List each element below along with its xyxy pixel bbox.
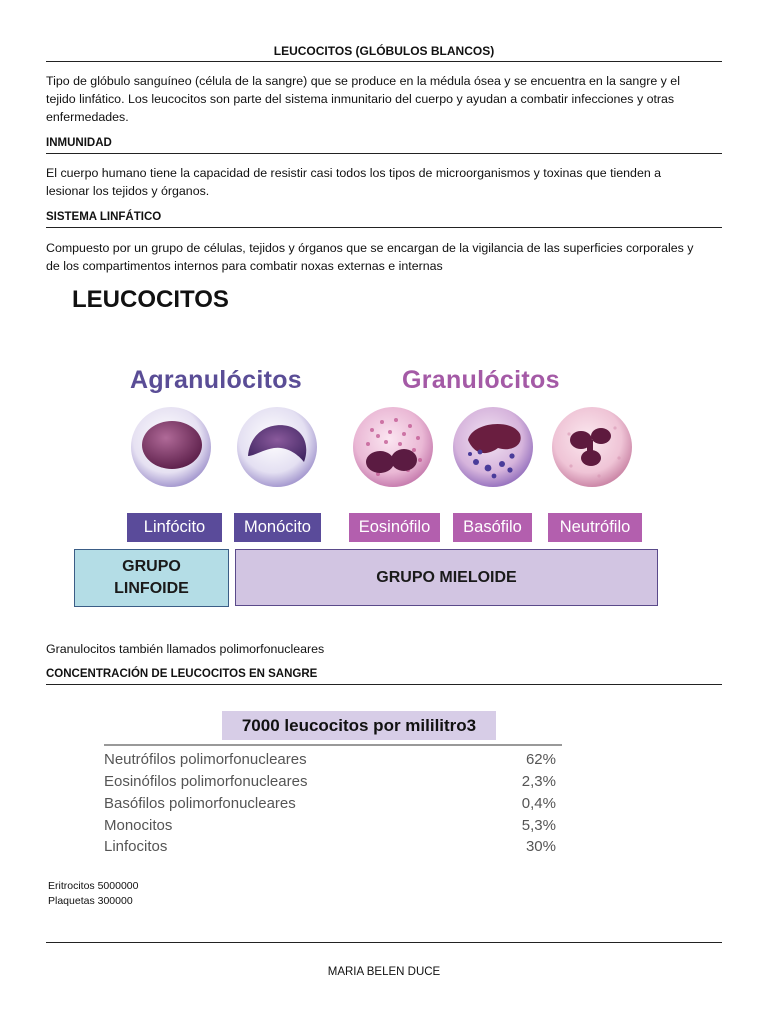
label-basofilo: Basófilo <box>453 513 532 542</box>
label-monocito: Monócito <box>234 513 321 542</box>
inmunidad-line: El cuerpo humano tiene la capacidad de resistir casi todos los tipos de microorganismos y toxinas que tienden a <box>46 166 662 180</box>
table-row <box>104 817 556 834</box>
intro-line: enfermedades. <box>46 110 129 124</box>
label-eosinofilo: Eosinófilo <box>349 513 440 542</box>
concentration-table-rule <box>104 744 562 746</box>
sistema-line: Compuesto por un grupo de células, tejidos y órganos que se encargan de la vigilancia de las superficies corporales y <box>46 241 694 255</box>
document-title: LEUCOCITOS (GLÓBULOS BLANCOS) <box>273 44 495 58</box>
sistema-divider <box>46 227 722 228</box>
table-row <box>104 773 556 790</box>
author-name: MARIA BELEN DUCE <box>327 966 441 978</box>
monocyte-illustration <box>234 404 320 490</box>
row-name: Basófilos polimorfonucleares <box>104 795 296 812</box>
row-value: 62% <box>525 751 556 768</box>
concentracion-divider <box>46 684 722 685</box>
row-name: Eosinófilos polimorfonucleares <box>104 773 308 790</box>
neutrophil-illustration <box>549 404 635 490</box>
lymphocyte-illustration <box>128 404 214 490</box>
inmunidad-heading: INMUNIDAD <box>46 137 112 149</box>
plaquetas-count: Plaquetas 300000 <box>48 895 133 907</box>
table-row <box>104 838 556 855</box>
intro-line: Tipo de glóbulo sanguíneo (célula de la sangre) que se produce en la médula ósea y se encuentra en la sangre y el <box>46 74 680 88</box>
row-name: Linfocitos <box>104 838 168 855</box>
intro-paragraph <box>46 72 726 126</box>
row-value: 2,3% <box>521 773 556 790</box>
concentracion-heading: CONCENTRACIÓN DE LEUCOCITOS EN SANGRE <box>46 668 318 680</box>
granulocitos-label: Granulócitos <box>402 366 560 394</box>
eosinophil-illustration <box>350 404 436 490</box>
row-value: 30% <box>525 838 556 855</box>
row-name: Monocitos <box>104 817 173 834</box>
grupo-mieloide-box: GRUPO MIELOIDE <box>235 549 658 606</box>
intro-line: tejido linfático. Los leucocitos son parte del sistema inmunitario del cuerpo y ayudan a combatir infecciones y otras <box>46 92 675 106</box>
grupo-linfoide-box <box>74 549 229 607</box>
grupo-linfoide-line: LINFOIDE <box>114 580 189 597</box>
row-value: 0,4% <box>521 795 556 812</box>
sistema-paragraph <box>46 239 726 275</box>
concentration-table-title: 7000 leucocitos por mililitro3 <box>222 711 496 740</box>
inmunidad-divider <box>46 153 722 154</box>
basophil-illustration <box>450 404 536 490</box>
inmunidad-paragraph <box>46 164 726 200</box>
row-value: 5,3% <box>521 817 556 834</box>
sistema-line: de los compartimentos internos para combatir noxas externas e internas <box>46 259 443 273</box>
sistema-heading: SISTEMA LINFÁTICO <box>46 211 162 223</box>
label-linfocito: Linfócito <box>127 513 222 542</box>
agranulocitos-label: Agranulócitos <box>130 366 302 394</box>
inmunidad-line: lesionar los tejidos y órganos. <box>46 184 210 198</box>
label-neutrofilo: Neutrófilo <box>548 513 642 542</box>
footer-divider <box>46 942 722 943</box>
figure-title: LEUCOCITOS <box>72 286 229 313</box>
title-divider <box>46 61 722 62</box>
granulocitos-note: Granulocitos también llamados polimorfonucleares <box>46 642 325 656</box>
grupo-linfoide-line: GRUPO <box>122 558 181 575</box>
row-name: Neutrófilos polimorfonucleares <box>104 751 307 768</box>
eritrocitos-count: Eritrocitos 5000000 <box>48 880 139 892</box>
table-row <box>104 751 556 768</box>
table-row <box>104 795 556 812</box>
other-counts <box>48 879 138 909</box>
